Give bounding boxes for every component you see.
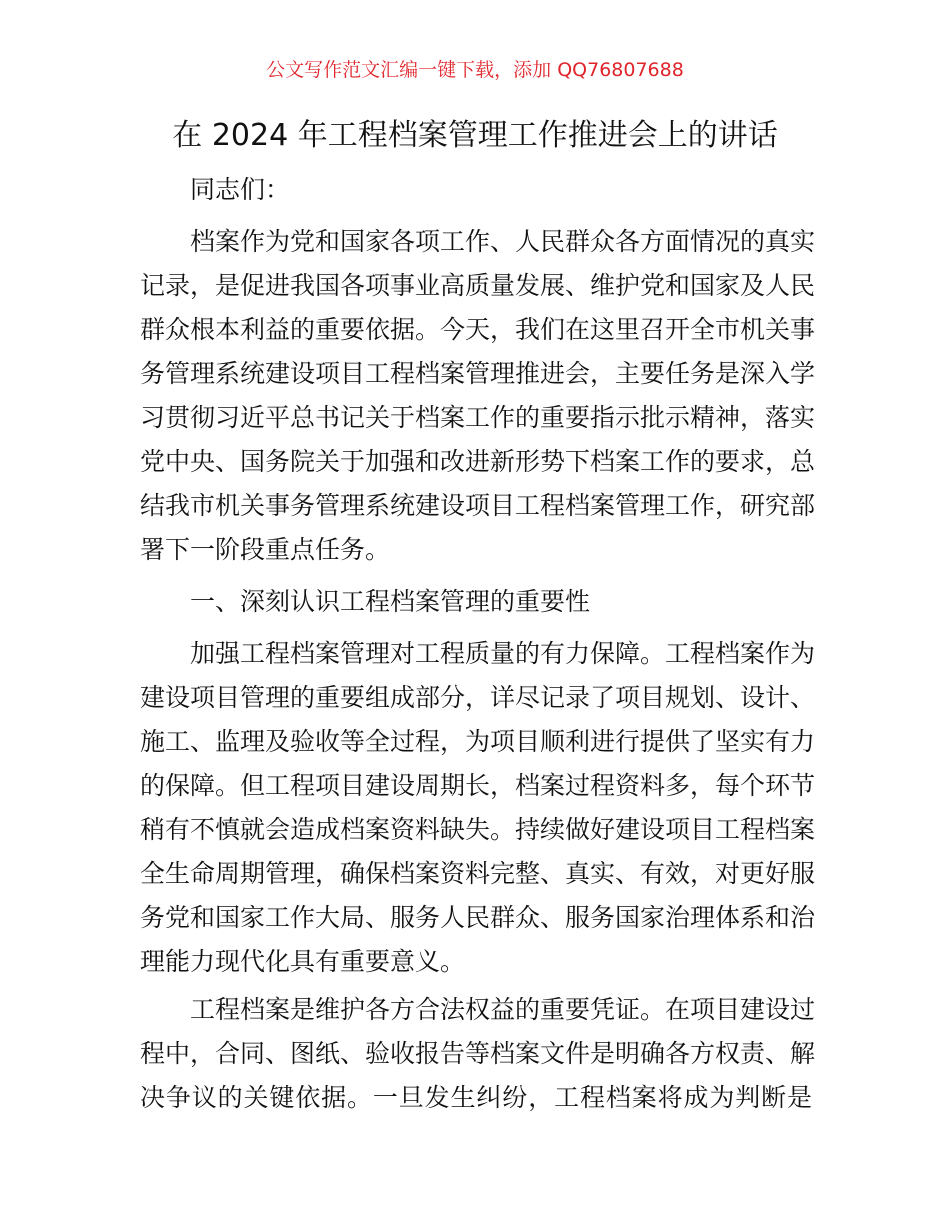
text-line: 结我市机关事务管理系统建设项目工程档案管理工作，研究部 [140,491,816,520]
paragraph-quality [140,632,816,984]
text-line: 施工、监理及验收等全过程，为项目顺利进行提供了坚实有力 [140,727,816,756]
text-line: 档案作为党和国家各项工作、人民群众各方面情况的真实 [190,227,816,256]
download-banner: 公文写作范文汇编一键下载，添加 QQ76807688 [266,59,684,81]
section-heading [140,580,812,624]
document-title: 在 2024 年工程档案管理工作推进会上的讲话 [172,118,778,153]
text-line: 群众根本利益的重要依据。今天，我们在这里召开全市机关事 [140,315,816,344]
text-line: 理能力现代化具有重要意义。 [140,947,466,976]
text-line: 建设项目管理的重要组成部分，详尽记录了项目规划、设计、 [140,683,816,712]
section-heading-text: 一、深刻认识工程档案管理的重要性 [190,587,591,616]
text-line: 习贯彻习近平总书记关于档案工作的重要指示批示精神，落实 [140,403,816,432]
text-line: 党中央、国务院关于加强和改进新形势下档案工作的要求，总 [140,447,816,476]
greeting [140,168,812,212]
text-line: 务党和国家工作大局、服务人民群众、服务国家治理体系和治 [140,903,816,932]
text-line: 全生命周期管理，确保档案资料完整、真实、有效，对更好服 [140,859,816,888]
text-line: 程中，合同、图纸、验收报告等档案文件是明确各方权责、解 [140,1039,816,1068]
text-line: 务管理系统建设项目工程档案管理推进会，主要任务是深入学 [140,359,816,388]
text-line: 署下一阶段重点任务。 [140,535,391,564]
paragraph-rights [140,988,816,1120]
text-line: 记录，是促进我国各项事业高质量发展、维护党和国家及人民 [140,271,816,300]
paragraph-intro [140,220,816,572]
greeting-text: 同志们： [190,175,291,204]
text-line: 的保障。但工程项目建设周期长，档案过程资料多，每个环节 [140,771,816,800]
text-line: 工程档案是维护各方合法权益的重要凭证。在项目建设过 [190,995,816,1024]
text-line: 决争议的关键依据。一旦发生纠纷，工程档案将成为判断是 [140,1083,812,1112]
text-line: 加强工程档案管理对工程质量的有力保障。工程档案作为 [190,639,816,668]
text-line: 稍有不慎就会造成档案资料缺失。持续做好建设项目工程档案 [140,815,816,844]
